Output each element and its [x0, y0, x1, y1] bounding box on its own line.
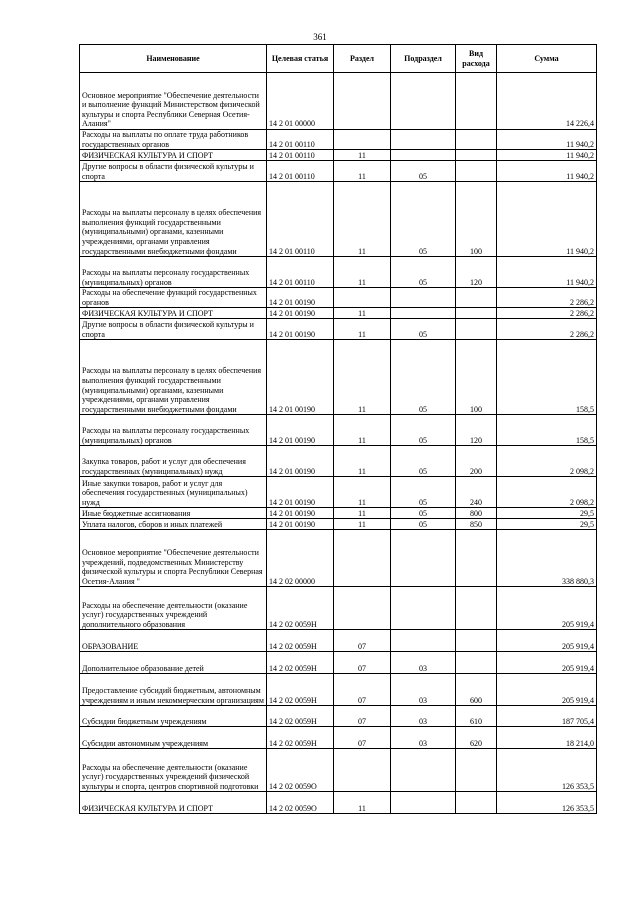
row-subsection [391, 150, 456, 161]
row-code: 14 2 02 0059О [267, 749, 334, 792]
row-section [334, 587, 391, 630]
table-row [80, 130, 597, 150]
header-code: Целевая статья [267, 45, 334, 73]
row-code: 14 2 02 0059Н [267, 706, 334, 727]
row-subsection [391, 749, 456, 792]
row-name: Расходы на выплаты по оплате труда работников государственных органов [80, 130, 267, 150]
row-amount: 2 286,2 [497, 319, 597, 340]
row-amount: 11 940,2 [497, 182, 597, 257]
row-expense-type [456, 652, 497, 674]
row-code: 14 2 02 0059Н [267, 630, 334, 652]
row-amount: 187 705,4 [497, 706, 597, 727]
row-expense-type [456, 130, 497, 150]
row-code: 14 2 01 00190 [267, 288, 334, 308]
table-row [80, 792, 597, 814]
row-amount: 29,5 [497, 519, 597, 530]
row-section: 07 [334, 630, 391, 652]
row-expense-type [456, 530, 497, 587]
table-row [80, 73, 597, 130]
row-code: 14 2 01 00190 [267, 415, 334, 446]
row-code: 14 2 01 00000 [267, 73, 334, 130]
row-name: Дополнительное образование детей [80, 652, 267, 674]
row-name: Расходы на выплаты персоналу в целях обеспечения выполнения функций государственными (муниципальными) органами, казенными учреждениями, органами управления государственными внебюджетными фондами [80, 182, 267, 257]
row-name: Расходы на обеспечение деятельности (оказание услуг) государственных учреждений физической культуры и спорта, центров спортивной подготовки [80, 749, 267, 792]
table-row [80, 257, 597, 288]
row-subsection: 03 [391, 727, 456, 749]
row-amount: 11 940,2 [497, 150, 597, 161]
row-subsection: 03 [391, 706, 456, 727]
row-subsection: 05 [391, 477, 456, 508]
row-amount: 126 353,5 [497, 749, 597, 792]
row-name: ФИЗИЧЕСКАЯ КУЛЬТУРА И СПОРТ [80, 792, 267, 814]
header-name: Наименование [80, 45, 267, 73]
row-expense-type [456, 308, 497, 319]
row-subsection [391, 288, 456, 308]
row-subsection [391, 130, 456, 150]
row-expense-type: 120 [456, 415, 497, 446]
row-section: 11 [334, 508, 391, 519]
row-subsection: 05 [391, 257, 456, 288]
table-row [80, 749, 597, 792]
table-row [80, 182, 597, 257]
row-amount: 205 919,4 [497, 674, 597, 706]
row-section: 11 [334, 477, 391, 508]
row-subsection: 05 [391, 415, 456, 446]
row-section: 07 [334, 674, 391, 706]
row-subsection: 05 [391, 519, 456, 530]
row-name: Предоставление субсидий бюджетным, автономным учреждениям и иным некоммерческим организациям [80, 674, 267, 706]
row-amount: 14 226,4 [497, 73, 597, 130]
row-code: 14 2 01 00190 [267, 308, 334, 319]
row-section: 11 [334, 792, 391, 814]
table-row [80, 477, 597, 508]
budget-table [79, 44, 597, 814]
row-name: Субсидии бюджетным учреждениям [80, 706, 267, 727]
row-name: Закупка товаров, работ и услуг для обеспечения государственных (муниципальных) нужд [80, 446, 267, 477]
table-row [80, 288, 597, 308]
row-amount: 205 919,4 [497, 587, 597, 630]
row-expense-type [456, 587, 497, 630]
row-expense-type: 850 [456, 519, 497, 530]
row-amount: 18 214,0 [497, 727, 597, 749]
row-subsection: 05 [391, 182, 456, 257]
row-section: 11 [334, 519, 391, 530]
row-code: 14 2 01 00190 [267, 477, 334, 508]
table-row [80, 706, 597, 727]
row-amount: 2 098,2 [497, 446, 597, 477]
row-section: 07 [334, 727, 391, 749]
row-section [334, 749, 391, 792]
row-expense-type [456, 792, 497, 814]
row-code: 14 2 01 00110 [267, 130, 334, 150]
row-amount: 29,5 [497, 508, 597, 519]
row-expense-type: 620 [456, 727, 497, 749]
row-amount: 2 286,2 [497, 288, 597, 308]
row-code: 14 2 02 0059О [267, 792, 334, 814]
row-amount: 2 286,2 [497, 308, 597, 319]
row-code: 14 2 01 00190 [267, 319, 334, 340]
row-code: 14 2 02 00000 [267, 530, 334, 587]
row-code: 14 2 02 0059Н [267, 674, 334, 706]
row-name: Расходы на выплаты персоналу в целях обеспечения выполнения функций государственными (муниципальными) органами, казенными учреждениями, органами управления государственными внебюджетными фондами [80, 340, 267, 415]
row-expense-type: 100 [456, 340, 497, 415]
table-row [80, 446, 597, 477]
row-amount: 11 940,2 [497, 257, 597, 288]
row-section: 11 [334, 340, 391, 415]
row-name: ФИЗИЧЕСКАЯ КУЛЬТУРА И СПОРТ [80, 308, 267, 319]
row-name: Расходы на выплаты персоналу государственных (муниципальных) органов [80, 257, 267, 288]
row-code: 14 2 01 00190 [267, 340, 334, 415]
row-section [334, 530, 391, 587]
row-name: Другие вопросы в области физической культуры и спорта [80, 319, 267, 340]
row-subsection [391, 587, 456, 630]
row-name: Уплата налогов, сборов и иных платежей [80, 519, 267, 530]
row-name: Иные закупки товаров, работ и услуг для обеспечения государственных (муниципальных) нужд [80, 477, 267, 508]
row-code: 14 2 01 00110 [267, 150, 334, 161]
row-expense-type [456, 288, 497, 308]
row-name: Основное мероприятие "Обеспечение деятельности учреждений, подведомственных Министерству физической культуры и спорта Республики Северная Осетия-Алания " [80, 530, 267, 587]
row-amount: 338 880,3 [497, 530, 597, 587]
row-code: 14 2 01 00190 [267, 446, 334, 477]
table-row [80, 519, 597, 530]
table-row [80, 340, 597, 415]
row-name: Расходы на обеспечение функций государственных органов [80, 288, 267, 308]
row-section: 11 [334, 182, 391, 257]
row-code: 14 2 02 0059Н [267, 727, 334, 749]
table-row [80, 674, 597, 706]
row-section [334, 288, 391, 308]
table-header-row [80, 45, 597, 73]
table-row [80, 727, 597, 749]
row-name: Иные бюджетные ассигнования [80, 508, 267, 519]
row-subsection [391, 530, 456, 587]
row-subsection: 05 [391, 340, 456, 415]
table-row [80, 630, 597, 652]
row-expense-type [456, 630, 497, 652]
table-row [80, 415, 597, 446]
table-row [80, 530, 597, 587]
row-code: 14 2 02 0059Н [267, 587, 334, 630]
header-section: Раздел [334, 45, 391, 73]
row-subsection [391, 308, 456, 319]
row-section [334, 73, 391, 130]
row-amount: 158,5 [497, 340, 597, 415]
row-expense-type [456, 73, 497, 130]
row-amount: 205 919,4 [497, 630, 597, 652]
row-code: 14 2 02 0059Н [267, 652, 334, 674]
table-row [80, 508, 597, 519]
row-expense-type: 600 [456, 674, 497, 706]
page-number: 361 [313, 32, 327, 42]
row-code: 14 2 01 00190 [267, 508, 334, 519]
table-row [80, 161, 597, 182]
row-expense-type [456, 749, 497, 792]
row-subsection [391, 630, 456, 652]
row-expense-type: 120 [456, 257, 497, 288]
header-expense-type: Вид расхода [456, 45, 497, 73]
row-subsection: 05 [391, 161, 456, 182]
row-code: 14 2 01 00110 [267, 182, 334, 257]
row-subsection: 03 [391, 652, 456, 674]
row-section: 11 [334, 161, 391, 182]
row-section: 07 [334, 652, 391, 674]
row-section: 11 [334, 446, 391, 477]
row-subsection: 05 [391, 319, 456, 340]
row-amount: 11 940,2 [497, 161, 597, 182]
table-row [80, 319, 597, 340]
row-amount: 2 098,2 [497, 477, 597, 508]
header-amount: Сумма [497, 45, 597, 73]
row-section: 11 [334, 415, 391, 446]
row-code: 14 2 01 00110 [267, 257, 334, 288]
row-expense-type [456, 319, 497, 340]
row-subsection: 05 [391, 508, 456, 519]
row-subsection [391, 73, 456, 130]
table-row [80, 652, 597, 674]
table-row [80, 150, 597, 161]
row-section: 11 [334, 150, 391, 161]
row-code: 14 2 01 00110 [267, 161, 334, 182]
table-row [80, 587, 597, 630]
row-amount: 205 919,4 [497, 652, 597, 674]
row-amount: 11 940,2 [497, 130, 597, 150]
row-section: 07 [334, 706, 391, 727]
row-expense-type: 800 [456, 508, 497, 519]
row-section [334, 130, 391, 150]
row-amount: 126 353,5 [497, 792, 597, 814]
row-section: 11 [334, 257, 391, 288]
row-name: Другие вопросы в области физической культуры и спорта [80, 161, 267, 182]
row-expense-type [456, 150, 497, 161]
row-amount: 158,5 [497, 415, 597, 446]
header-subsection: Подраздел [391, 45, 456, 73]
row-code: 14 2 01 00190 [267, 519, 334, 530]
row-section: 11 [334, 319, 391, 340]
row-subsection: 05 [391, 446, 456, 477]
row-expense-type: 200 [456, 446, 497, 477]
row-expense-type [456, 161, 497, 182]
row-name: Основное мероприятие "Обеспечение деятельности и выполнение функций Министерством физической культуры и спорта Республики Северная Осетия-Алания" [80, 73, 267, 130]
row-name: Расходы на выплаты персоналу государственных (муниципальных) органов [80, 415, 267, 446]
row-name: ФИЗИЧЕСКАЯ КУЛЬТУРА И СПОРТ [80, 150, 267, 161]
row-subsection [391, 792, 456, 814]
row-name: Расходы на обеспечение деятельности (оказание услуг) государственных учреждений дополнительного образования [80, 587, 267, 630]
row-expense-type: 610 [456, 706, 497, 727]
row-subsection: 03 [391, 674, 456, 706]
row-expense-type: 240 [456, 477, 497, 508]
row-expense-type: 100 [456, 182, 497, 257]
row-name: ОБРАЗОВАНИЕ [80, 630, 267, 652]
table-row [80, 308, 597, 319]
row-section: 11 [334, 308, 391, 319]
row-name: Субсидии автономным учреждениям [80, 727, 267, 749]
